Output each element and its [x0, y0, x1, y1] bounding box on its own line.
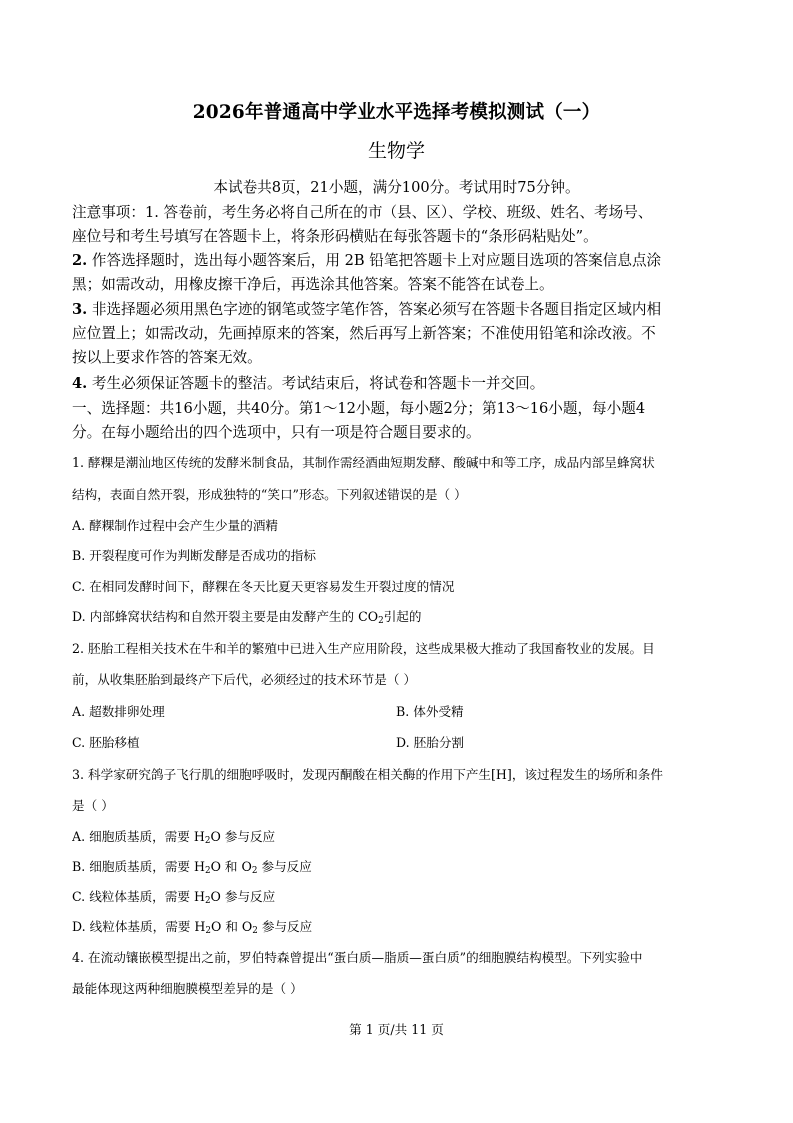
- q3-option-b-sub-1: 2: [205, 866, 211, 875]
- q3-stem-line-2: 是（ ）: [72, 798, 114, 813]
- q3-option-c: [72, 886, 727, 905]
- q1-option-a: A. 酵粿制作过程中会产生少量的酒精: [72, 518, 279, 533]
- notice-4-text: 考生必须保证答题卡的整洁。考试结束后，将试卷和答题卡一并交回。: [87, 375, 545, 392]
- q1-stem-line-1: 1. 酵粿是潮汕地区传统的发酵米制食品，其制作需经酒曲短期发酵、酸碱中和等工序，成品内部呈蜂窝状: [72, 455, 655, 470]
- q4-stem-line-2: 最能体现这两种细胞膜模型差异的是（ ）: [72, 981, 303, 996]
- q2-stem-line-1: 2. 胚胎工程相关技术在牛和羊的繁殖中已进入生产应用阶段，这些成果极大推动了我国畜牧业的发展。目: [72, 641, 655, 656]
- q3-option-b-post: 参与反应: [257, 859, 312, 874]
- notice-1-text-a: 答卷前，考生务必将自己所在的市（县、区）、学校、班级、姓名、考场号、: [158, 204, 653, 221]
- notice-2-line-2: 黑；如需改动，用橡皮擦干净后，再选涂其他答案。答案不能答在试卷上。: [72, 276, 554, 293]
- q3-option-a-pre: A. 细胞质基质，需要 H: [72, 829, 205, 844]
- notice-1-line-2: 座位号和考生号填写在答题卡上，将条形码横贴在每张答题卡的“条形码粘贴处”。: [72, 228, 598, 245]
- notice-1-line-1: [72, 201, 727, 222]
- q3-stem-line-1: 3. 科学家研究鸽子飞行肌的细胞呼吸时，发现丙酮酸在相关酶的作用下产生[H]，该过程发生的场所和条件: [72, 767, 663, 782]
- notice-3-line-3: 按以上要求作答的答案无效。: [72, 349, 262, 366]
- q1-option-b: B. 开裂程度可作为判断发酵是否成功的指标: [72, 548, 316, 563]
- page-footer: 第 1 页/共 11 页: [349, 1022, 444, 1037]
- notice-4-line: [72, 372, 727, 393]
- q4-stem-line-1: 4. 在流动镶嵌模型提出之前，罗伯特森曾提出“蛋白质—脂质—蛋白质”的细胞膜结构模型。下列实验中: [72, 950, 643, 965]
- q3-option-b: [72, 856, 727, 875]
- notice-3-line-2: 应位置上；如需改动，先画掉原来的答案，然后再写上新答案；不准使用铅笔和涂改液。不: [72, 325, 656, 342]
- notice-1-prefix: 注意事项：1.: [72, 204, 159, 221]
- q3-option-d-mid: O 和 O: [211, 919, 253, 934]
- notice-4-number: 4.: [72, 375, 88, 392]
- q2-stem-line-2: 前，从收集胚胎到最终产下后代，必须经过的技术环节是（ ）: [72, 672, 417, 687]
- q3-option-d-sub-1: 2: [205, 926, 211, 935]
- notice-2-number: 2.: [72, 252, 88, 269]
- q2-option-d: D. 胚胎分割: [396, 735, 465, 750]
- q2-option-b: B. 体外受精: [396, 704, 464, 719]
- q1-option-d-post: 引起的: [383, 609, 422, 624]
- notice-2-text-a: 作答选择题时，选出每小题答案后，用 2B 铅笔把答题卡上对应题目选项的答案信息点涂: [87, 252, 662, 269]
- subject-title: 生物学: [367, 140, 425, 162]
- q3-option-b-pre: B. 细胞质基质，需要 H: [72, 859, 205, 874]
- notice-3-text-a: 非选择题必须用黑色字迹的钢笔或签字笔作答，答案必须写在答题卡各题目指定区域内相: [87, 301, 662, 318]
- section-1-header-line-1: 一、选择题：共16小题，共40分。第1～12小题，每小题2分；第13～16小题，每小题4: [72, 400, 646, 417]
- q3-option-d-post: 参与反应: [257, 919, 313, 934]
- q1-option-d-sub: 2: [378, 616, 384, 625]
- q3-option-d-pre: D. 线粒体基质，需要 H: [72, 919, 206, 934]
- q1-stem-line-2: 结构，表面自然开裂，形成独特的“笑口”形态。下列叙述错误的是（ ）: [72, 487, 467, 502]
- q1-option-d: [72, 606, 727, 625]
- section-1-header-line-2: 分。在每小题给出的四个选项中，只有一项是符合题目要求的。: [72, 424, 481, 441]
- q3-option-c-pre: C. 线粒体基质，需要 H: [72, 889, 205, 904]
- q2-option-a: A. 超数排卵处理: [72, 704, 165, 719]
- q1-option-d-pre: D. 内部蜂窝状结构和自然开裂主要是由发酵产生的 CO: [72, 609, 379, 624]
- notice-3-number: 3.: [72, 301, 88, 318]
- exam-title: 2026年普通高中学业水平选择考模拟测试（一）: [192, 102, 601, 123]
- notice-3-line-1: [72, 298, 727, 319]
- q1-option-c: C. 在相同发酵时间下，酵粿在冬天比夏天更容易发生开裂过度的情况: [72, 579, 455, 594]
- exam-info: 本试卷共8页，21小题，满分100分。考试用时75分钟。: [213, 179, 580, 196]
- q3-option-a-sub: 2: [204, 836, 211, 845]
- q3-option-d: [72, 916, 727, 935]
- q2-option-c: C. 胚胎移植: [72, 735, 140, 750]
- q3-option-a-post: O 参与反应: [210, 829, 276, 844]
- q3-option-c-post: O 参与反应: [210, 889, 276, 904]
- q3-option-c-sub: 2: [204, 896, 211, 905]
- q3-option-a: [72, 826, 727, 845]
- notice-2-line-1: [72, 249, 727, 270]
- q3-option-b-mid: O 和 O: [210, 859, 252, 874]
- q3-option-d-sub-2: 2: [252, 926, 258, 935]
- q3-option-b-sub-2: 2: [251, 866, 258, 875]
